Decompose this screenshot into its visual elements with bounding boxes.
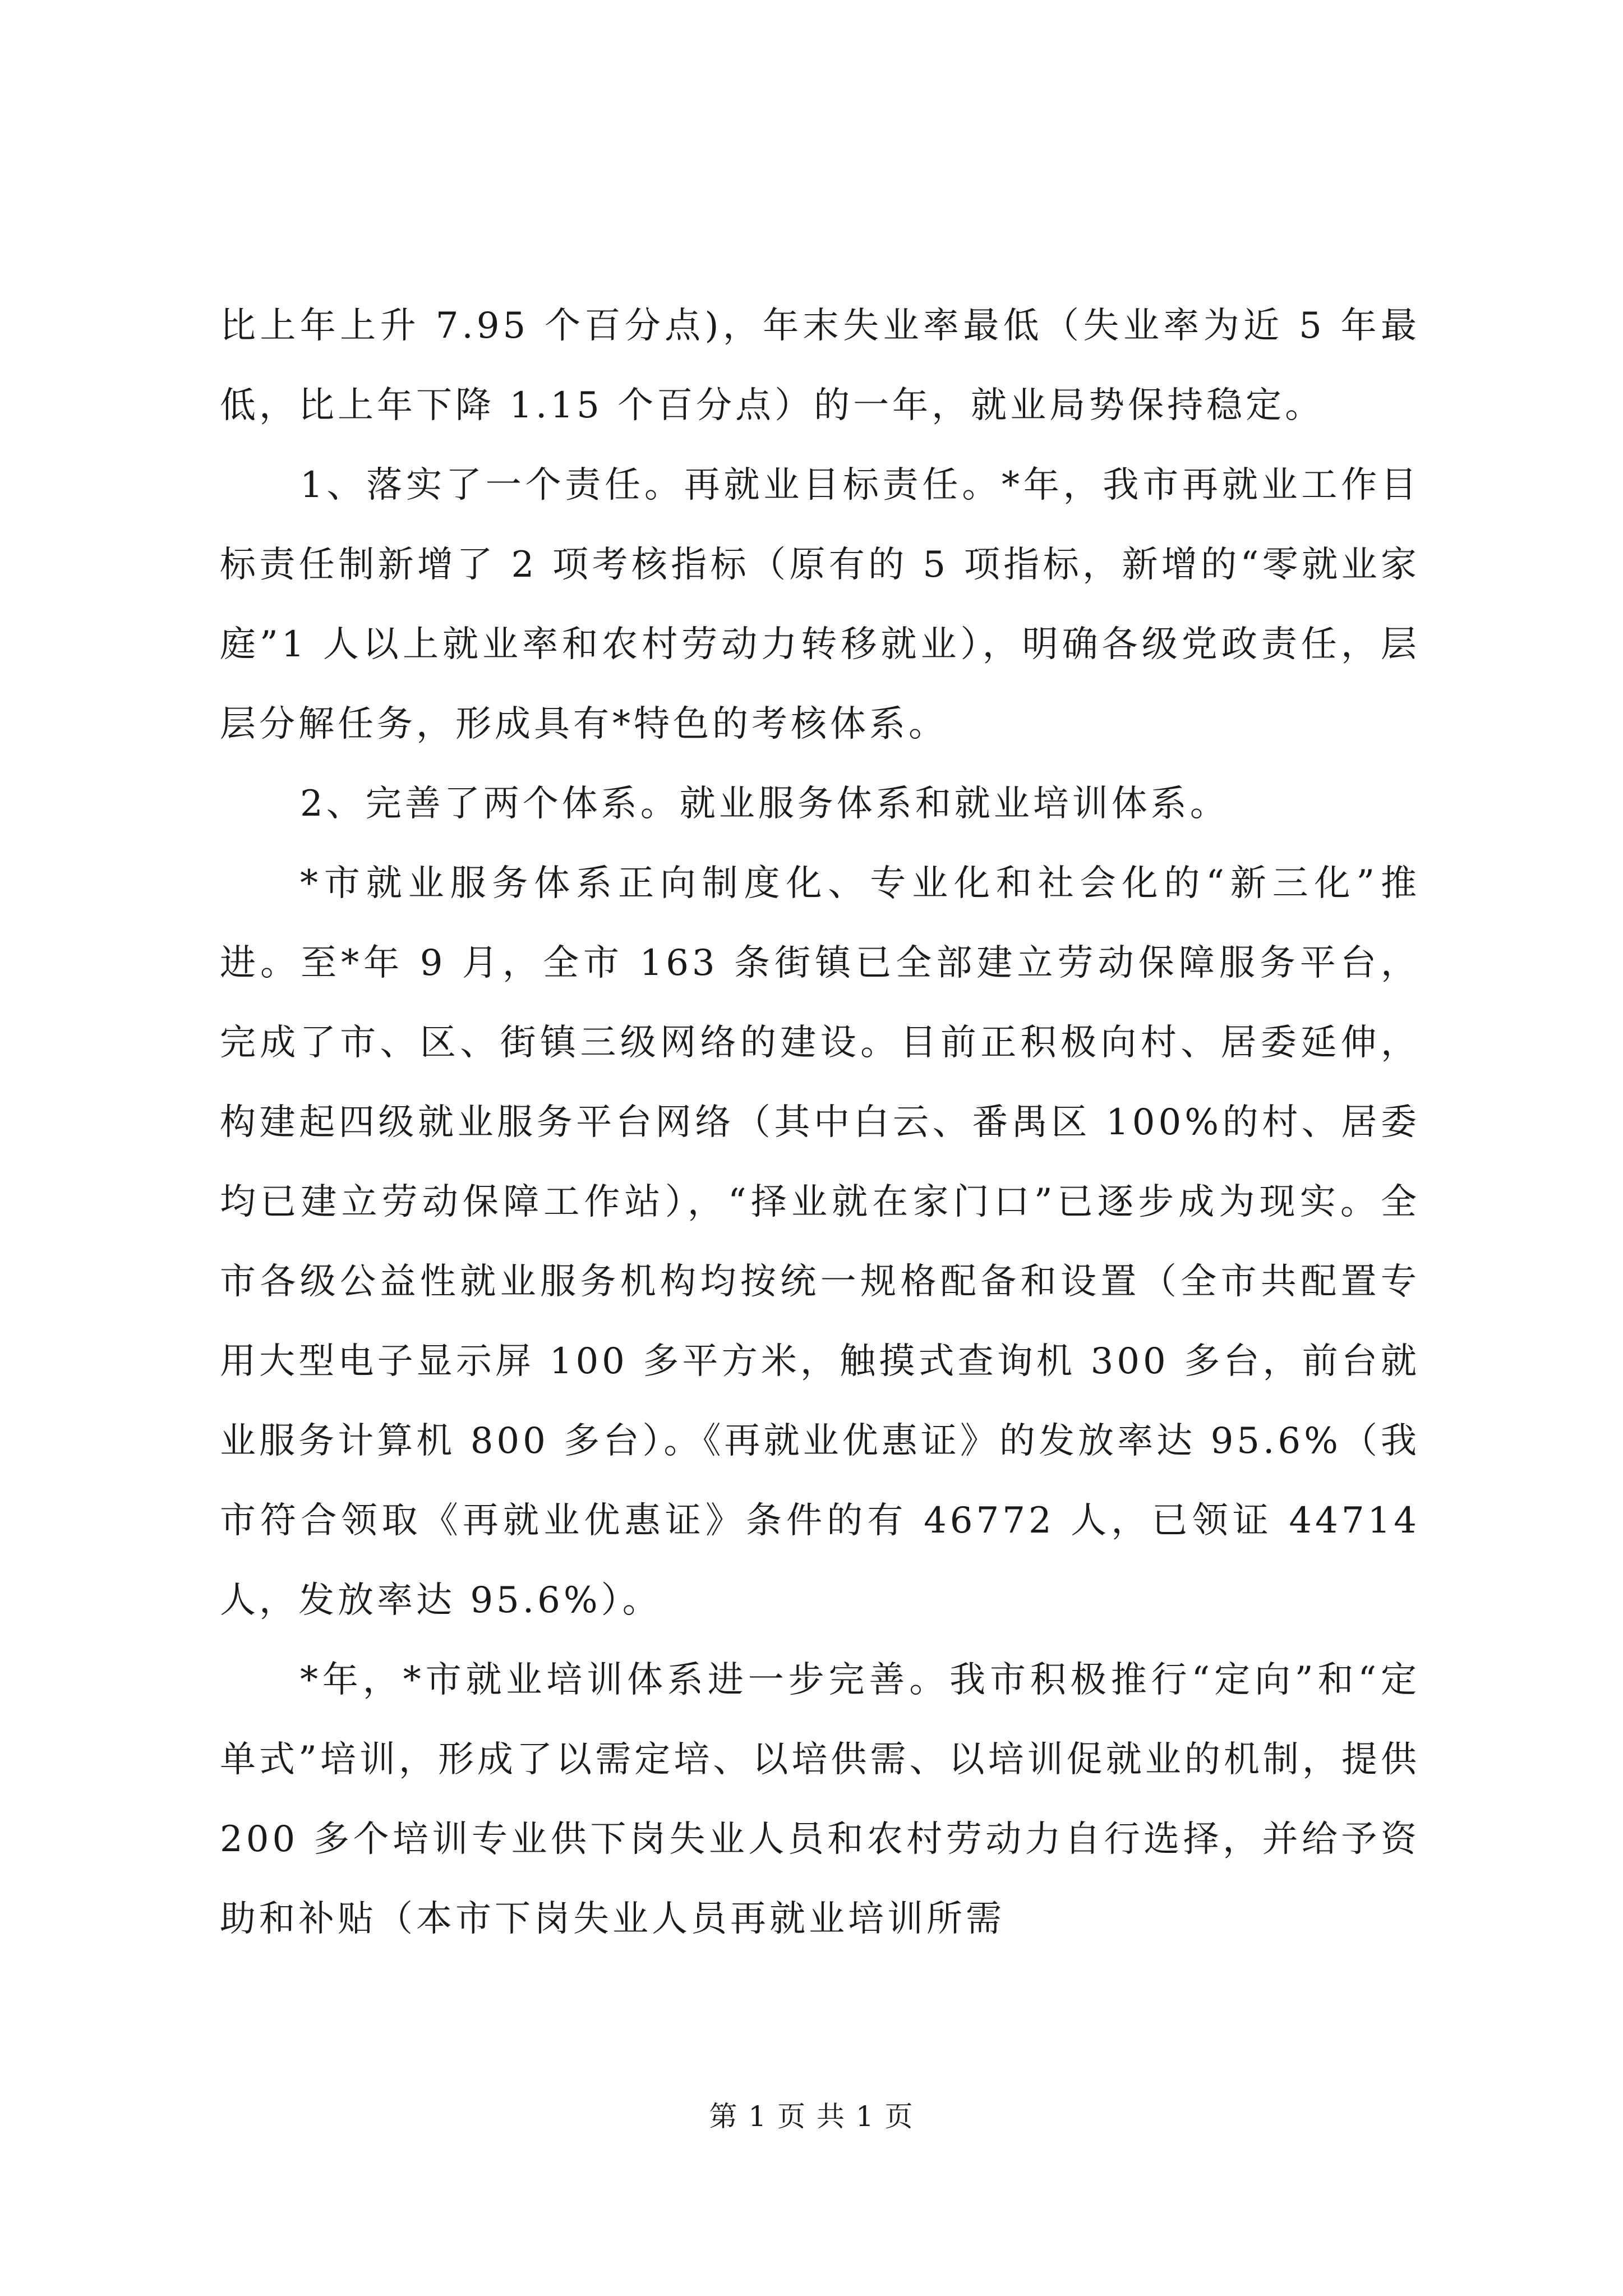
paragraph-two-systems: 2、完善了两个体系。就业服务体系和就业培训体系。 [300,783,1229,825]
page-number-label: 第 1 页 共 1 页 [709,2100,914,2133]
paragraph-employment-training: *年，*市就业培训体系进一步完善。我市积极推行“定向”和“定单式”培训，形成了以需定培、以培供需、以培训促就业的机制，提供 200 多个培训专业供下岗失业人员和农村劳动力自行选择，并给予资助和补贴（本市下岗失业人员再就业培训所需 [220,1659,1420,1940]
paragraph-employment-summary: 比上年上升 7.95 个百分点)，年末失业率最低（失业率为近 5 年最低，比上年下降 1.15 个百分点）的一年，就业局势保持稳定。 [220,305,1420,426]
paragraph-employment-service: *市就业服务体系正向制度化、专业化和社会化的“新三化”推进。至*年 9 月，全市 163 条街镇已全部建立劳动保障服务平台，完成了市、区、街镇三级网络的建设。目前正积极向村、居委延伸，构建起四级就业服务平台网络（其中白云、番禺区 100%的村、居委均已建立劳动保障工作站），“择业就在家门口”已逐步成为现实。全市各级公益性就业服务机构均按统一规格配备和设置（全市共配置专用大型电子显示屏 100 多平方米，触摸式查询机 300 多台，前台就业服务计算机 800 多台）。《再就业优惠证》的发放率达 95.6%（我市符合领取《再就业优惠证》条件的有 46772 人，已领证 44714 人，发放率达 95.6%）。 [220,863,1420,1621]
paragraph-responsibility: 1、落实了一个责任。再就业目标责任。*年，我市再就业工作目标责任制新增了 2 项考核指标（原有的 5 项指标，新增的“零就业家庭”1 人以上就业率和农村劳动力转移就业），明确各级党政责任，层层分解任务，形成具有*特色的考核体系。 [220,464,1420,745]
page-footer [0,2097,1623,2136]
document-body [220,286,1420,1959]
